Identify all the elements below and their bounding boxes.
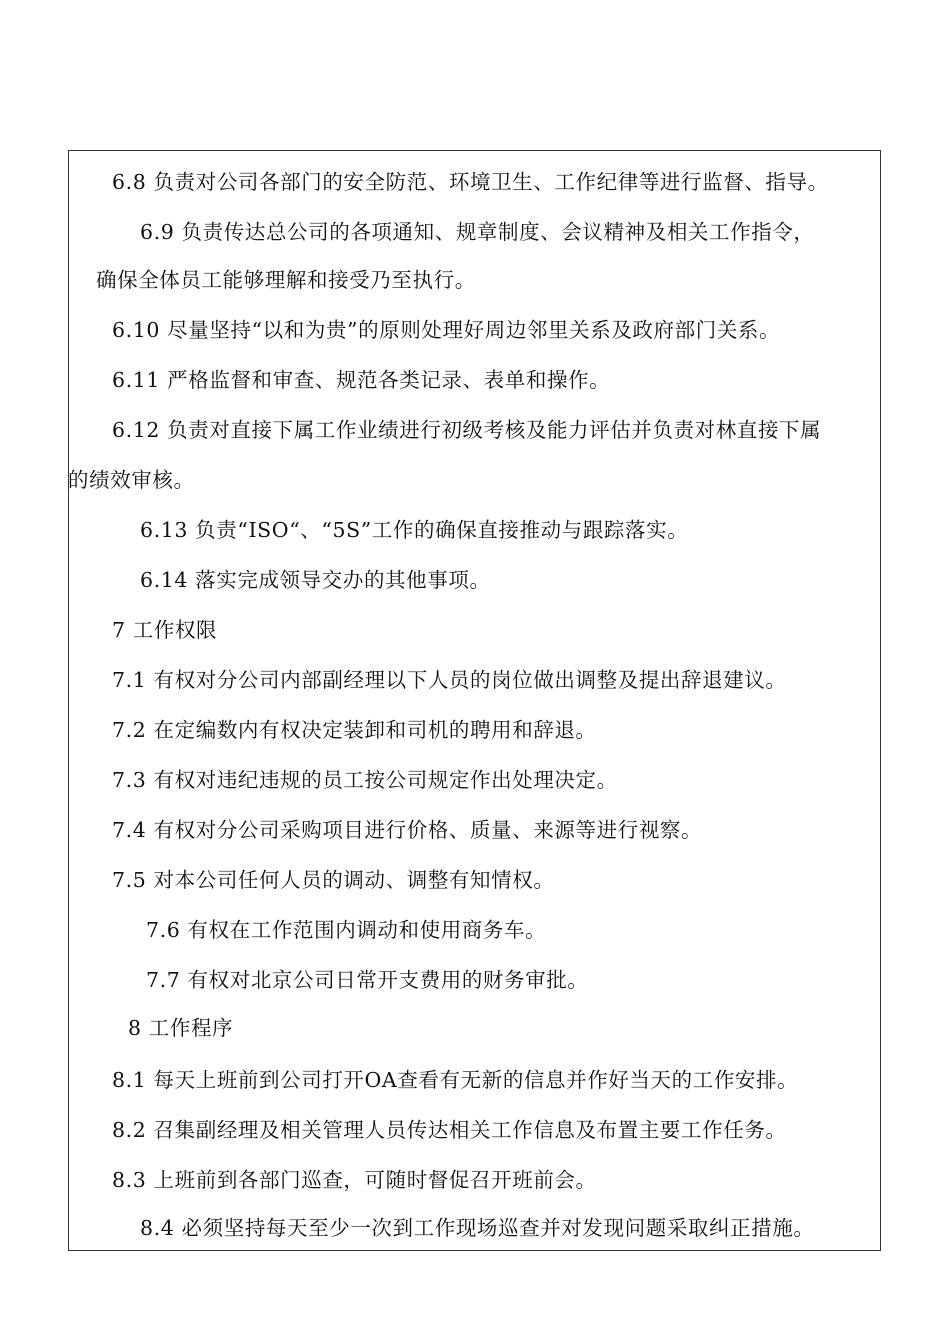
clause-8-2: 8.2 召集副经理及相关管理人员传达相关工作信息及布置主要工作任务。: [112, 1118, 787, 1142]
clause-7-3: 7.3 有权对违纪违规的员工按公司规定作出处理决定。: [112, 768, 618, 792]
clause-8-1: 8.1 每天上班前到公司打开OA查看有无新的信息并作好当天的工作安排。: [112, 1068, 799, 1092]
clause-6-12-continued: 的绩效审核。: [68, 468, 195, 492]
clause-6-8: 6.8 负责对公司各部门的安全防范、环境卫生、工作纪律等进行监督、指导。: [112, 170, 829, 194]
clause-7-4: 7.4 有权对分公司采购项目进行价格、质量、来源等进行视察。: [112, 818, 703, 842]
clause-6-9: 6.9 负责传达总公司的各项通知、规章制度、会议精神及相关工作指令，: [140, 220, 815, 244]
clause-7-2: 7.2 在定编数内有权决定装卸和司机的聘用和辞退。: [112, 718, 597, 742]
clause-7-6: 7.6 有权在工作范围内调动和使用商务车。: [146, 918, 547, 942]
clause-6-11: 6.11 严格监督和审查、规范各类记录、表单和操作。: [112, 368, 611, 392]
clause-8-3: 8.3 上班前到各部门巡查，可随时督促召开班前会。: [112, 1168, 597, 1192]
clause-7-5: 7.5 对本公司任何人员的调动、调整有知情权。: [112, 868, 555, 892]
section-8-heading: 8 工作程序: [128, 1016, 234, 1040]
clause-8-4: 8.4 必须坚持每天至少一次到工作现场巡查并对发现问题采取纠正措施。: [140, 1216, 815, 1240]
clause-6-10: 6.10 尽量坚持“以和为贵”的原则处理好周边邻里关系及政府部门关系。: [112, 318, 781, 342]
section-7-heading: 7 工作权限: [112, 618, 218, 642]
clause-6-13: 6.13 负责“ISO“、“5S”工作的确保直接推动与跟踪落实。: [140, 518, 689, 542]
clause-6-9-continued: 确保全体员工能够理解和接受乃至执行。: [96, 268, 476, 292]
clause-7-1: 7.1 有权对分公司内部副经理以下人员的岗位做出调整及提出辞退建议。: [112, 668, 787, 692]
clause-6-14: 6.14 落实完成领导交办的其他事项。: [140, 568, 491, 592]
clause-6-12: 6.12 负责对直接下属工作业绩进行初级考核及能力评估并负责对林直接下属: [112, 418, 822, 442]
clause-7-7: 7.7 有权对北京公司日常开支费用的财务审批。: [146, 968, 589, 992]
